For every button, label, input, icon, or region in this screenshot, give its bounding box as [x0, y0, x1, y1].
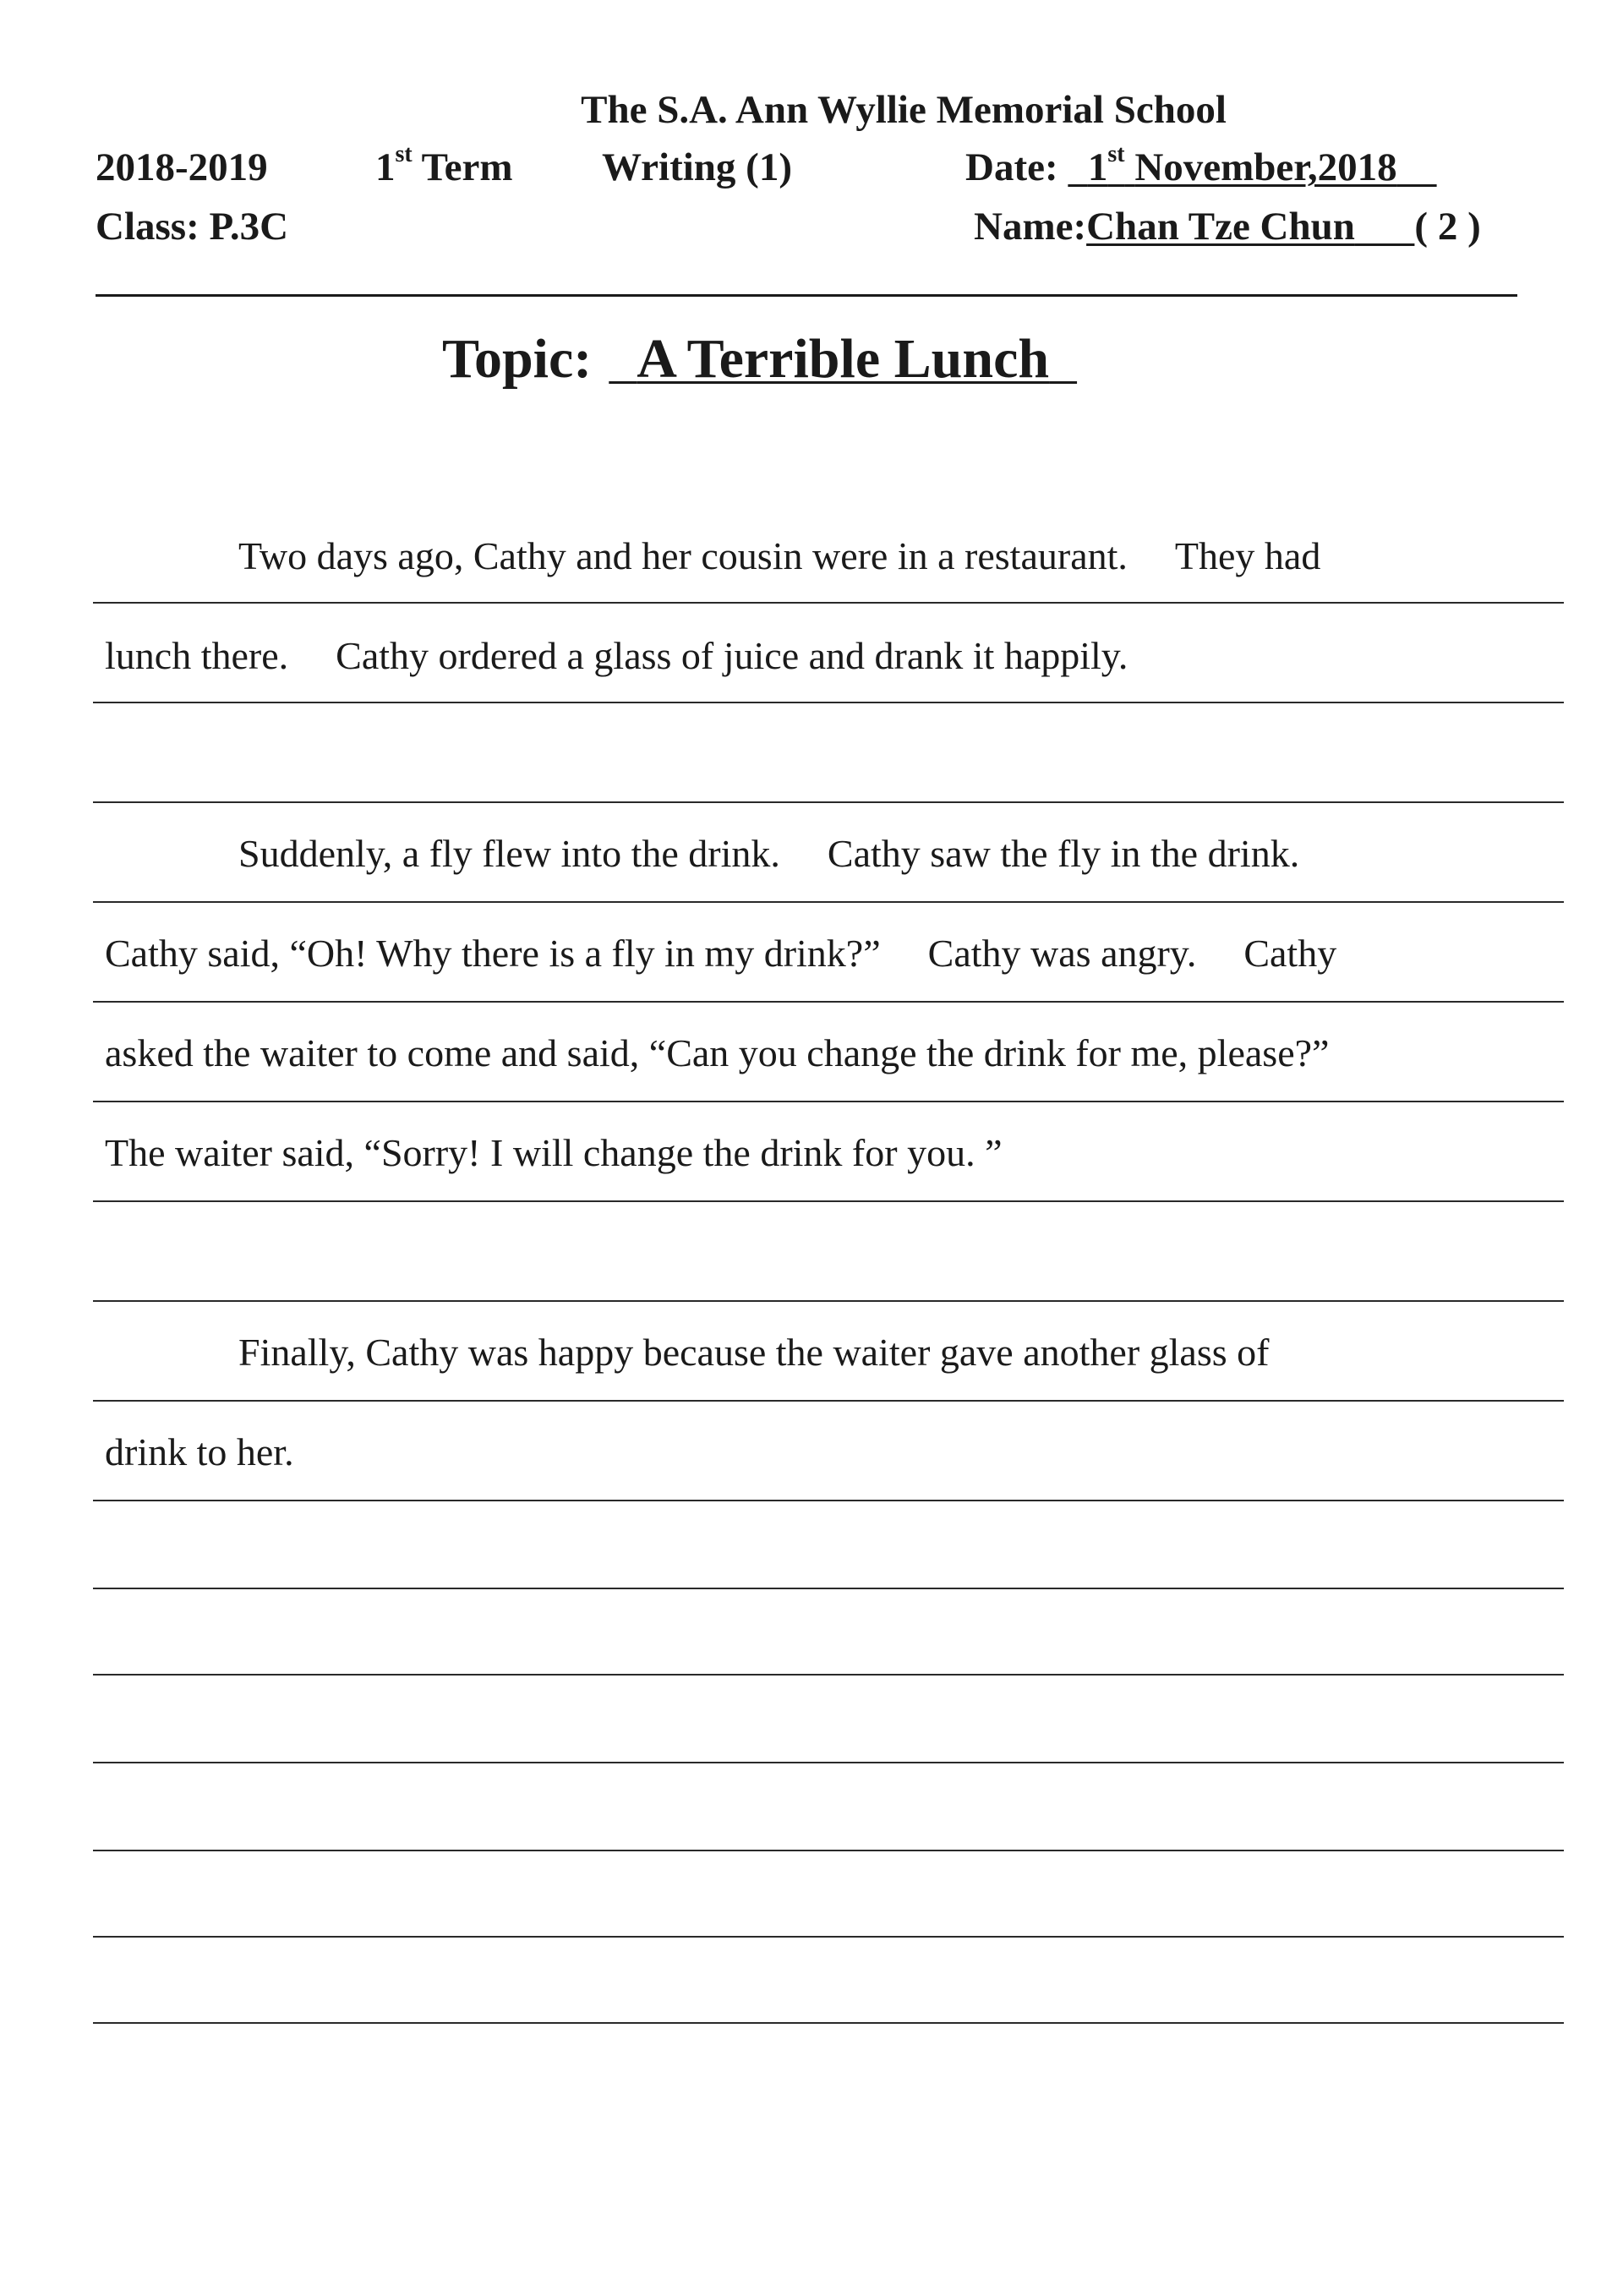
writing-rule: [93, 1850, 1564, 1851]
writing-rule: [93, 1200, 1564, 1202]
writing-rule: [93, 1300, 1564, 1302]
term-number: 1: [375, 145, 396, 189]
writing-rule: [93, 1101, 1564, 1102]
topic-heading: [442, 325, 1077, 393]
date-month-year: November,2018: [1134, 145, 1397, 189]
date-label: Date:: [965, 145, 1058, 189]
writing-rule: [93, 2022, 1564, 2024]
writing-rule: [93, 1001, 1564, 1003]
writing-rule: [93, 1674, 1564, 1676]
essay-line: lunch there. Cathy ordered a glass of juice and drank it happily.: [105, 634, 1128, 677]
writing-rule: [93, 901, 1564, 903]
essay-line: Suddenly, a fly flew into the drink. Cathy saw the fly in the drink.: [238, 832, 1300, 875]
topic-label: Topic:: [442, 328, 593, 390]
student-name: Chan Tze Chun: [1086, 205, 1355, 249]
date-field: [965, 142, 1437, 193]
school-year: 2018-2019: [96, 145, 268, 189]
header-divider: [96, 294, 1517, 297]
name-field: [974, 201, 1481, 252]
class-label: Class: P.3C: [96, 205, 289, 249]
writing-rule: [93, 801, 1564, 803]
date-value: [1068, 141, 1436, 189]
school-name: The S.A. Ann Wyllie Memorial School: [581, 88, 1227, 132]
essay-line: Finally, Cathy was happy because the waiter gave another glass of: [238, 1331, 1270, 1374]
writing-rule: [93, 1762, 1564, 1763]
writing-label: Writing (1): [602, 145, 792, 189]
essay-line: Cathy said, “Oh! Why there is a fly in my drink?” Cathy was angry. Cathy: [105, 932, 1337, 975]
essay-line: Two days ago, Cathy and her cousin were in a restaurant. They had: [238, 534, 1321, 577]
essay-line: drink to her.: [105, 1430, 294, 1473]
writing-rule: [93, 1936, 1564, 1938]
class-number: ( 2 ): [1414, 205, 1481, 249]
date-day: 1: [1087, 145, 1108, 189]
term-label: [375, 142, 513, 193]
topic-title: A Terrible Lunch: [637, 328, 1050, 390]
writing-rule: [93, 702, 1564, 703]
date-ordinal-suffix: st: [1107, 141, 1125, 167]
writing-rule: [93, 1588, 1564, 1589]
name-label: Name:: [974, 205, 1087, 249]
writing-rule: [93, 1400, 1564, 1402]
term-ordinal-suffix: st: [395, 141, 413, 167]
writing-rule: [93, 1500, 1564, 1501]
term-word: Term: [421, 145, 513, 189]
essay-line: asked the waiter to come and said, “Can you change the drink for me, please?”: [105, 1031, 1330, 1074]
essay-line: The waiter said, “Sorry! I will change the drink for you. ”: [105, 1131, 1003, 1174]
writing-rule: [93, 602, 1564, 604]
